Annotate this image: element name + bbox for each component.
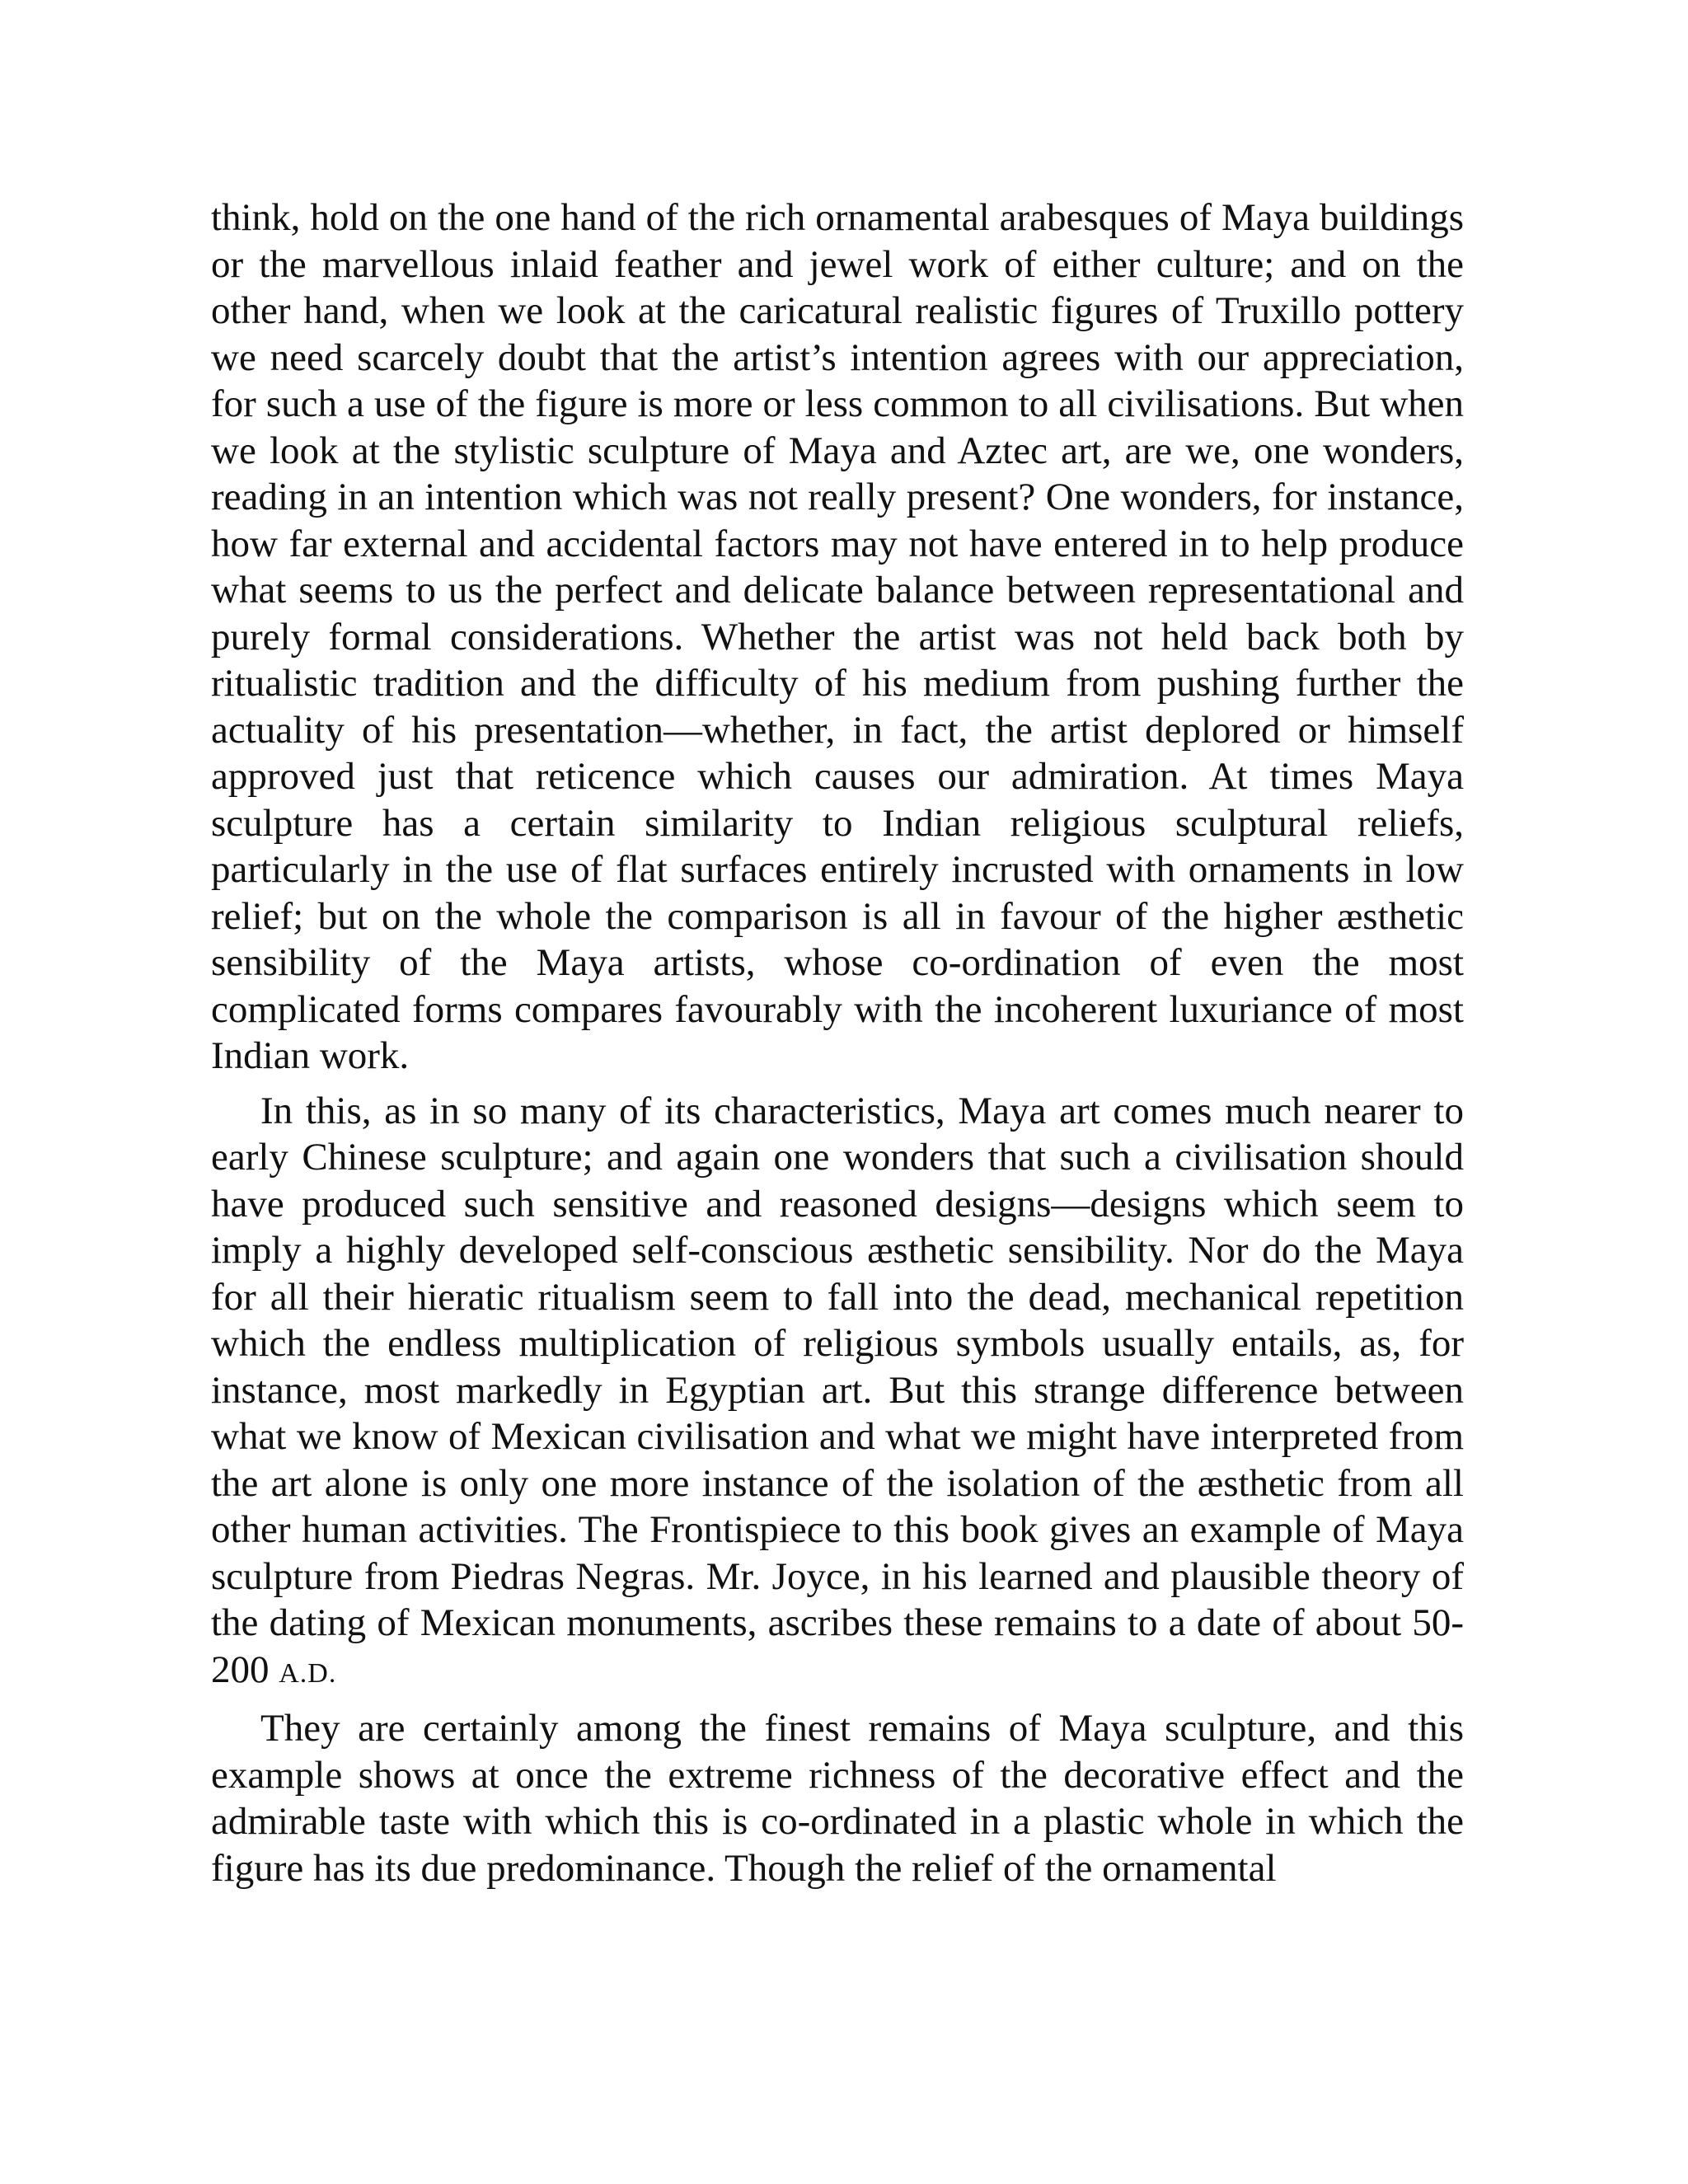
paragraph-3: [211, 1705, 1464, 1891]
era-abbreviation: A.D.: [279, 1657, 337, 1689]
paragraph-3-text: They are certainly among the finest remains of Maya sculpture, and this example shows at once the extreme richness of the decorative effect and the admirable taste with which this is co-ordinated in a plastic whole in which the figure has its due predominance. Though the relief of the ornamental: [211, 1707, 1464, 1890]
body-text: [211, 194, 1464, 1900]
paragraph-2: [211, 1088, 1464, 1698]
paragraph-1: [211, 194, 1464, 1080]
paragraph-1-text: think, hold on the one hand of the rich ornamental arabesques of Maya buildings or the marvellous inlaid feather and jewel work of either culture; and on the other hand, when we look at the caricatural realistic figures of Truxillo pottery we need scarcely doubt that the artist’s intention agrees with our appreciation, for such a use of the figure is more or less common to all civilisations. But when we look at the stylistic sculpture of Maya and Aztec art, are we, one wonders, reading in an intention which was not really present? One wonders, for instance, how far external and accidental factors may not have entered in to help produce what seems to us the perfect and delicate balance between representational and purely formal considerations. Whether the artist was not held back both by ritualistic tradition and the difficulty of his medium from pushing further the actuality of his presentation—whether, in fact, the artist deplored or himself approved just that reticence which causes our admiration. At times Maya sculpture has a certain similarity to Indian religious sculptural reliefs, particularly in the use of flat surfaces entirely incrusted with ornaments in low relief; but on the whole the comparison is all in favour of the higher æsthetic sensibility of the Maya artists, whose co-ordination of even the most complicated forms compares favourably with the incoherent luxuriance of most Indian work.: [211, 196, 1464, 1077]
paragraph-2-text: In this, as in so many of its characteristics, Maya art comes much nearer to early Chinese sculpture; and again one wonders that such a civilisation should have produced such sensitive and reasoned designs—designs which seem to imply a highly developed self-conscious æsthetic sensibility. Nor do the Maya for all their hieratic ritualism seem to fall into the dead, mechanical repetition which the endless multiplication of religious symbols usually entails, as, for instance, most markedly in Egyptian art. But this strange difference between what we know of Mexican civilisation and what we might have interpreted from the art alone is only one more instance of the isolation of the æsthetic from all other human activities. The Frontispiece to this book gives an example of Maya sculpture from Piedras Negras. Mr. Joyce, in his learned and plausible theory of the dating of Mexican monuments, ascribes these remains to a date of about 50-200: [211, 1089, 1464, 1691]
